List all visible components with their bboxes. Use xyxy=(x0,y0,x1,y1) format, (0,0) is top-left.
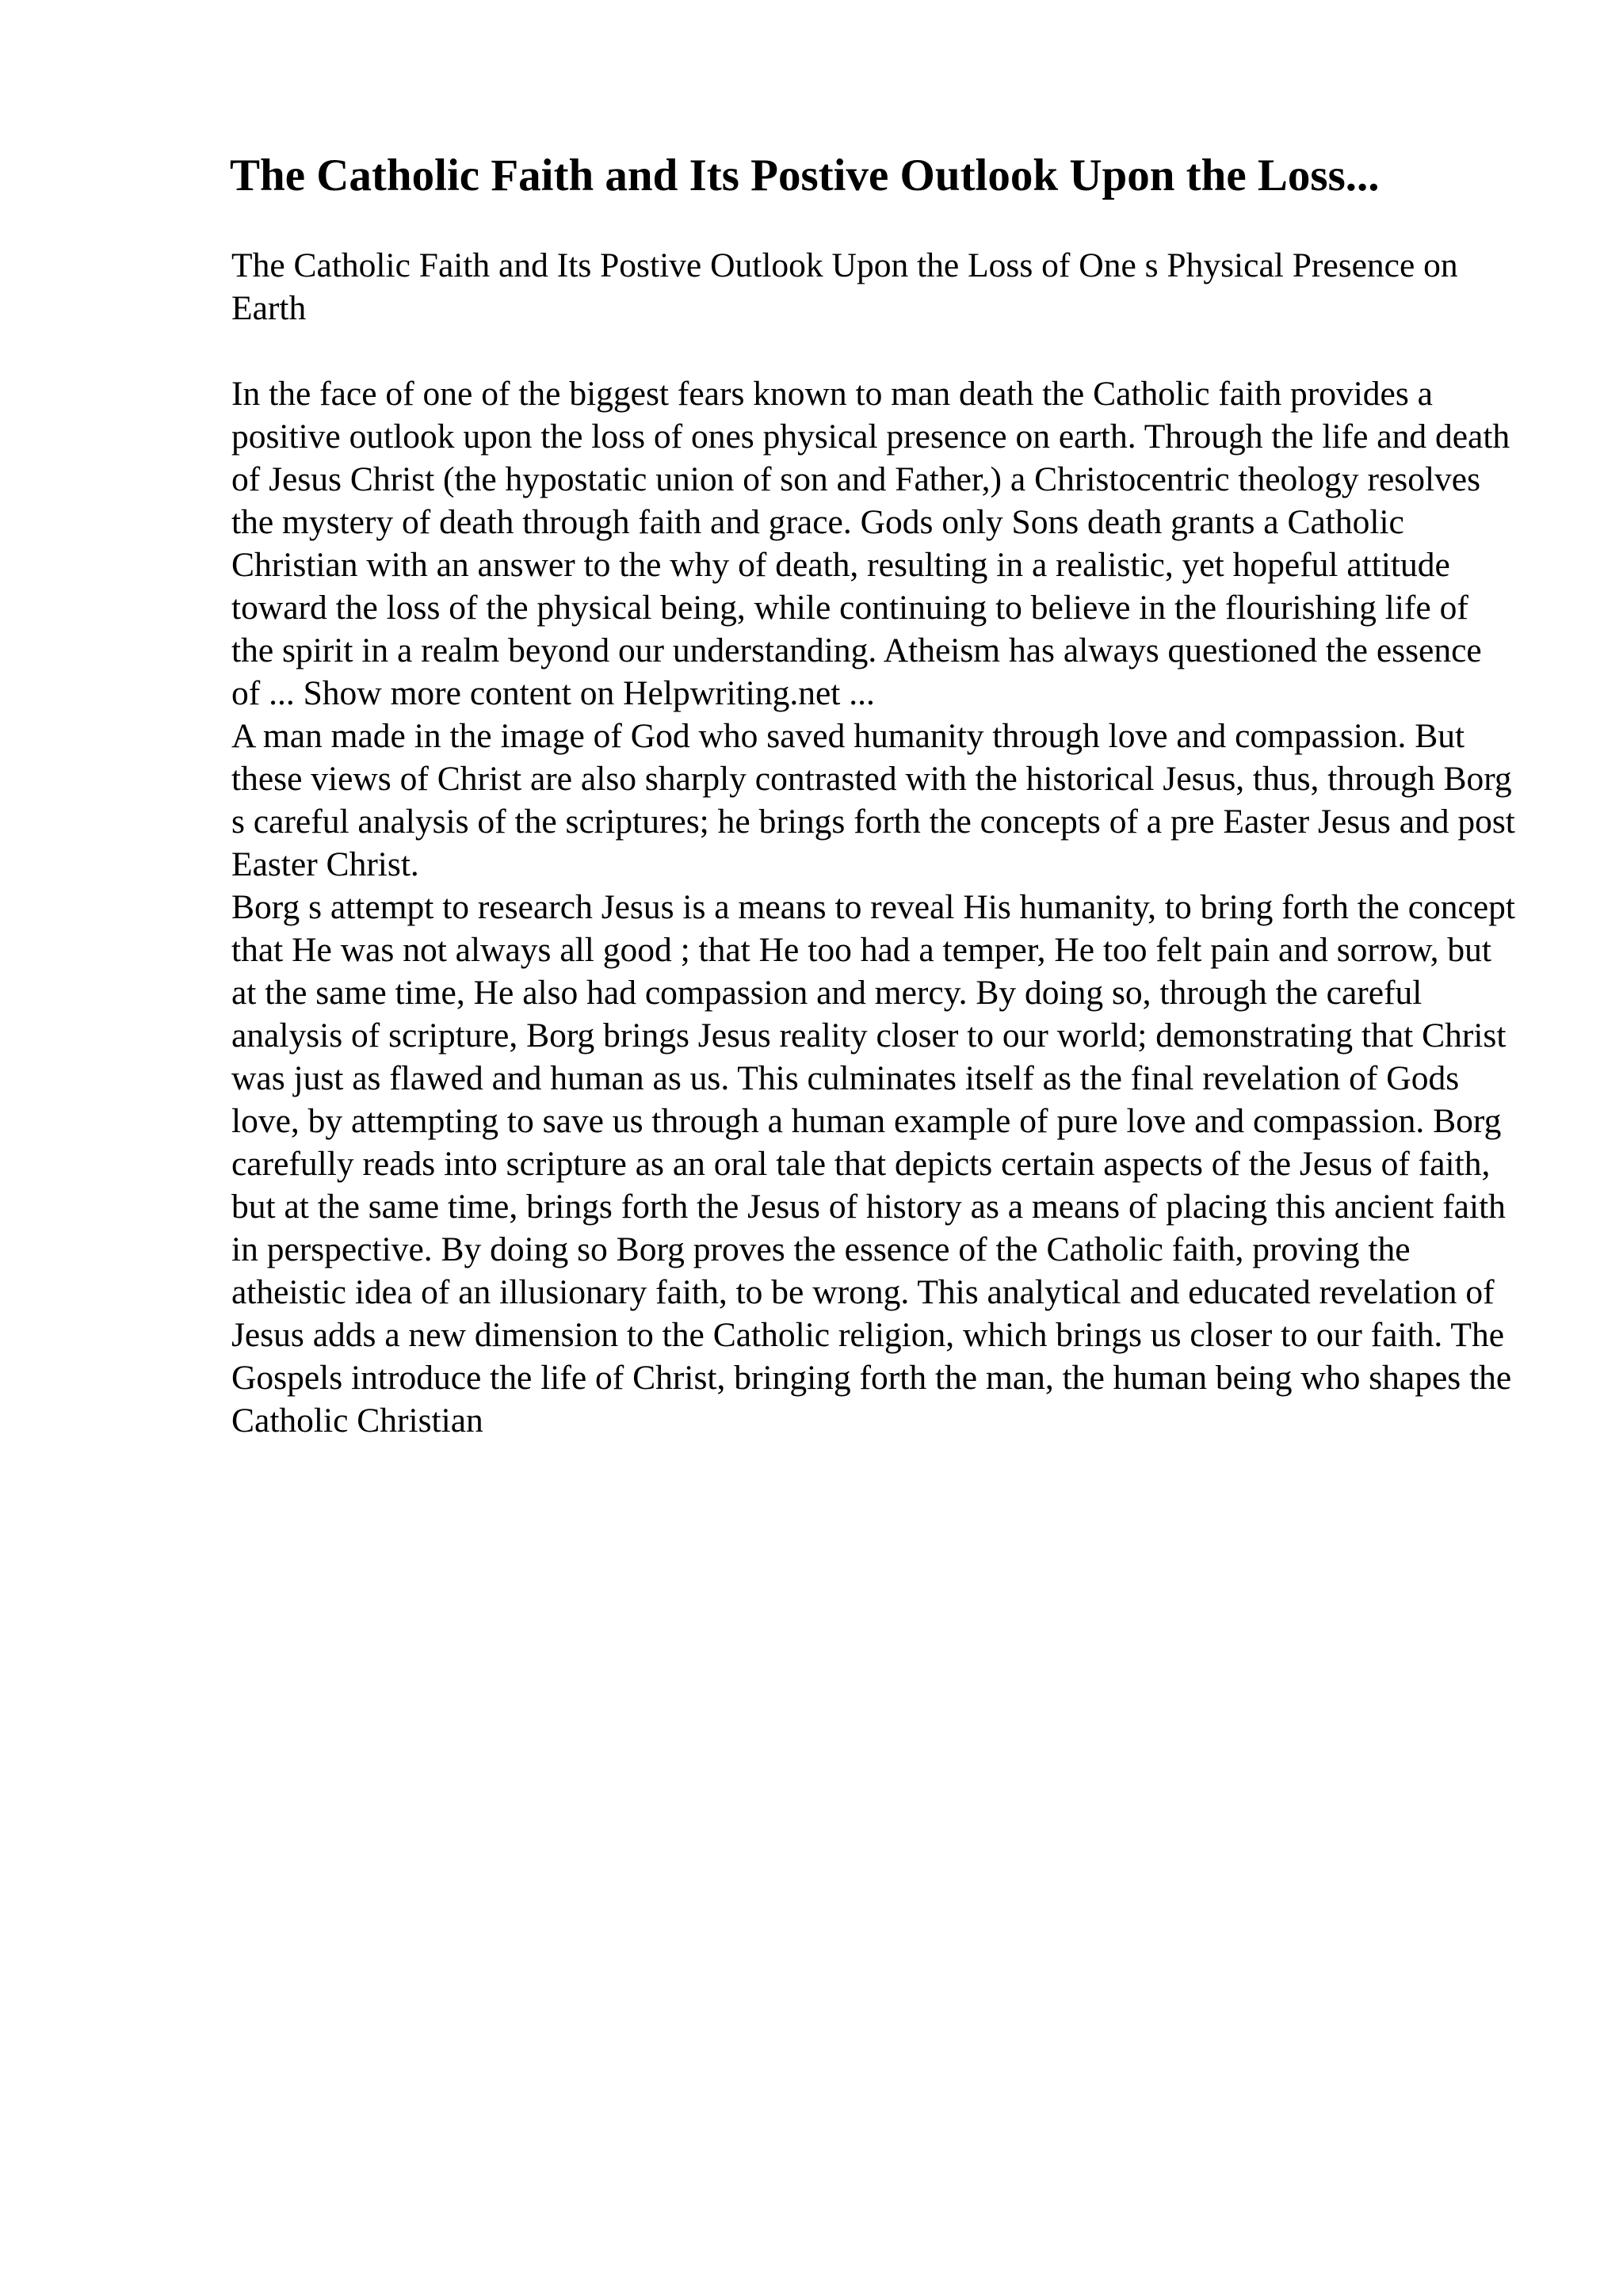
document-title: The Catholic Faith and Its Postive Outlook Upon the Loss... xyxy=(230,151,1380,200)
document-body xyxy=(231,244,1515,1442)
document-subtitle: The Catholic Faith and Its Postive Outlook Upon the Loss of One s Physical Presence on Earth xyxy=(231,246,1458,327)
body-paragraph: A man made in the image of God who saved humanity through love and compassion. But these views of Christ are also sharply contrasted with the historical Jesus, thus, through Borg s careful analysis of the scriptures; he brings forth the concepts of a pre Easter Jesus and post Easter Christ. xyxy=(231,717,1515,883)
body-paragraph: In the face of one of the biggest fears known to man death the Catholic faith provides a positive outlook upon the loss of ones physical presence on earth. Through the life and death of Jesus Christ (the hypostatic union of son and Father,) a Christocentric theology resolves the mystery of death through faith and grace. Gods only Sons death grants a Catholic Christian with an answer to the why of death, resulting in a realistic, yet hopeful attitude toward the loss of the physical being, while continuing to believe in the flourishing life of the spirit in a realm beyond our understanding. Atheism has always questioned the essence of ... Show more content on Helpwriting.net ... xyxy=(231,375,1510,712)
body-paragraph: Borg s attempt to research Jesus is a means to reveal His humanity, to bring forth the concept that He was not always all good ; that He too had a temper, He too felt pain and sorrow, but at the same time, He also had compassion and mercy. By doing so, through the careful analysis of scripture, Borg brings Jesus reality closer to our world; demonstrating that Christ was just as flawed and human as us. This culminates itself as the final revelation of Gods love, by attempting to save us through a human example of pure love and compassion. Borg carefully reads into scripture as an oral tale that depicts certain aspects of the Jesus of faith, but at the same time, brings forth the Jesus of history as a means of placing this ancient faith in perspective. By doing so Borg proves the essence of the Catholic faith, proving the atheistic idea of an illusionary faith, to be wrong. This analytical and educated revelation of Jesus adds a new dimension to the Catholic religion, which brings us closer to our faith. The Gospels introduce the life of Christ, bringing forth the man, the human being who shapes the Catholic Christian xyxy=(231,888,1515,1440)
